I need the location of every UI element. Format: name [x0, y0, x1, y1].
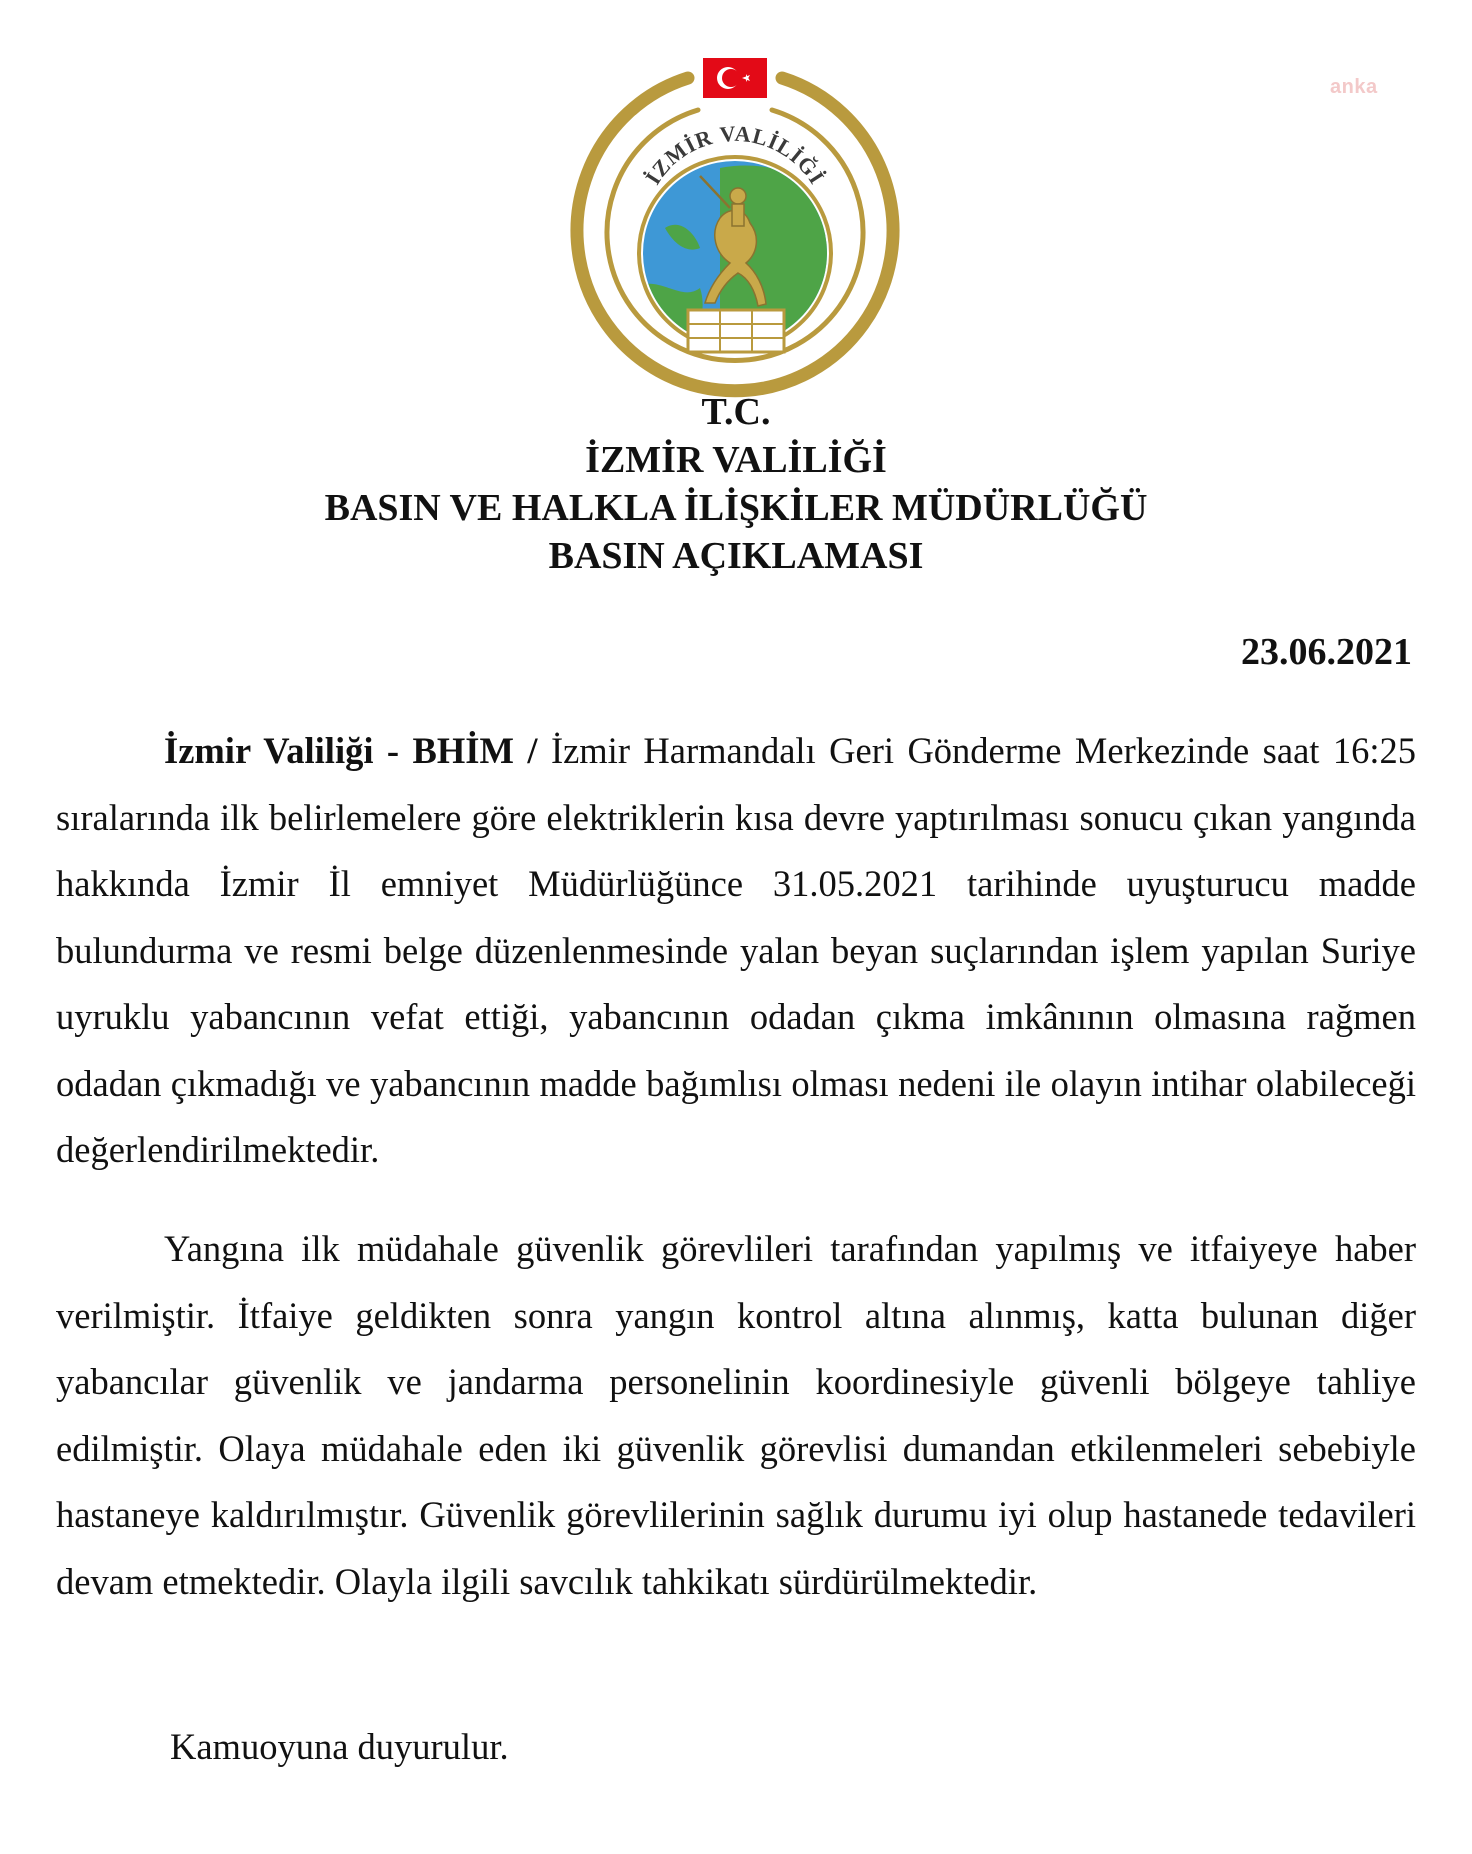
document-header	[0, 388, 1472, 580]
header-institution: İZMİR VALİLİĞİ	[585, 439, 887, 481]
paragraph-1	[56, 718, 1416, 1184]
izmir-valiligi-logo	[570, 58, 900, 398]
header-doc-type: BASIN AÇIKLAMASI	[548, 535, 924, 577]
paragraph-2: Yangına ilk müdahale güvenlik görevlileri tarafından yapılmış ve itfaiyeye haber verilmiştir. İtfaiye geldikten sonra yangın kontrol altına alınmış, katta bulunan diğer yabancılar güvenlik ve jandarma personelinin koordinesiyle güvenli bölgeye tahliye edilmiştir. Olaya müdahale eden iki güvenlik görevlisi dumandan etkilenmeleri sebebiyle hastaneye kaldırılmıştır. Güvenlik görevlilerinin sağlık durumu iyi olup hastanede tedavileri devam etmektedir. Olayla ilgili savcılık tahkikatı sürdürülmektedir.	[56, 1228, 1416, 1602]
paragraph-1-body: İzmir Harmandalı Geri Gönderme Merkezinde saat 16:25 sıralarında ilk belirlemelere göre elektriklerin kısa devre yaptırılması sonucu çıkan yangında hakkında İzmir İl emniyet Müdürlüğünce 31.05.2021 tarihinde uyuşturucu madde bulundurma ve resmi belge düzenlenmesinde yalan beyan suçlarından işlem yapılan Suriye uyruklu yabancının vefat ettiği, yabancının odadan çıkma imkânının olmasına rağmen odadan çıkmadığı ve yabancının madde bağımlısı olması nedeni ile olayın intihar olabileceği değerlendirilmektedir.	[56, 730, 1417, 1170]
closing-line: Kamuoyuna duyurulur.	[170, 1726, 509, 1767]
document-date: 23.06.2021	[1241, 631, 1412, 673]
header-tc: T.C.	[701, 391, 771, 433]
anka-watermark: anka	[1330, 76, 1378, 98]
header-department: BASIN VE HALKLA İLİŞKİLER MÜDÜRLÜĞÜ	[324, 487, 1148, 529]
svg-text:İZMİR VALİLİĞİ: İZMİR VALİLİĞİ	[640, 120, 830, 189]
turkish-flag-icon	[703, 58, 767, 98]
paragraph-1-lead: İzmir Valiliği - BHİM /	[164, 730, 538, 771]
